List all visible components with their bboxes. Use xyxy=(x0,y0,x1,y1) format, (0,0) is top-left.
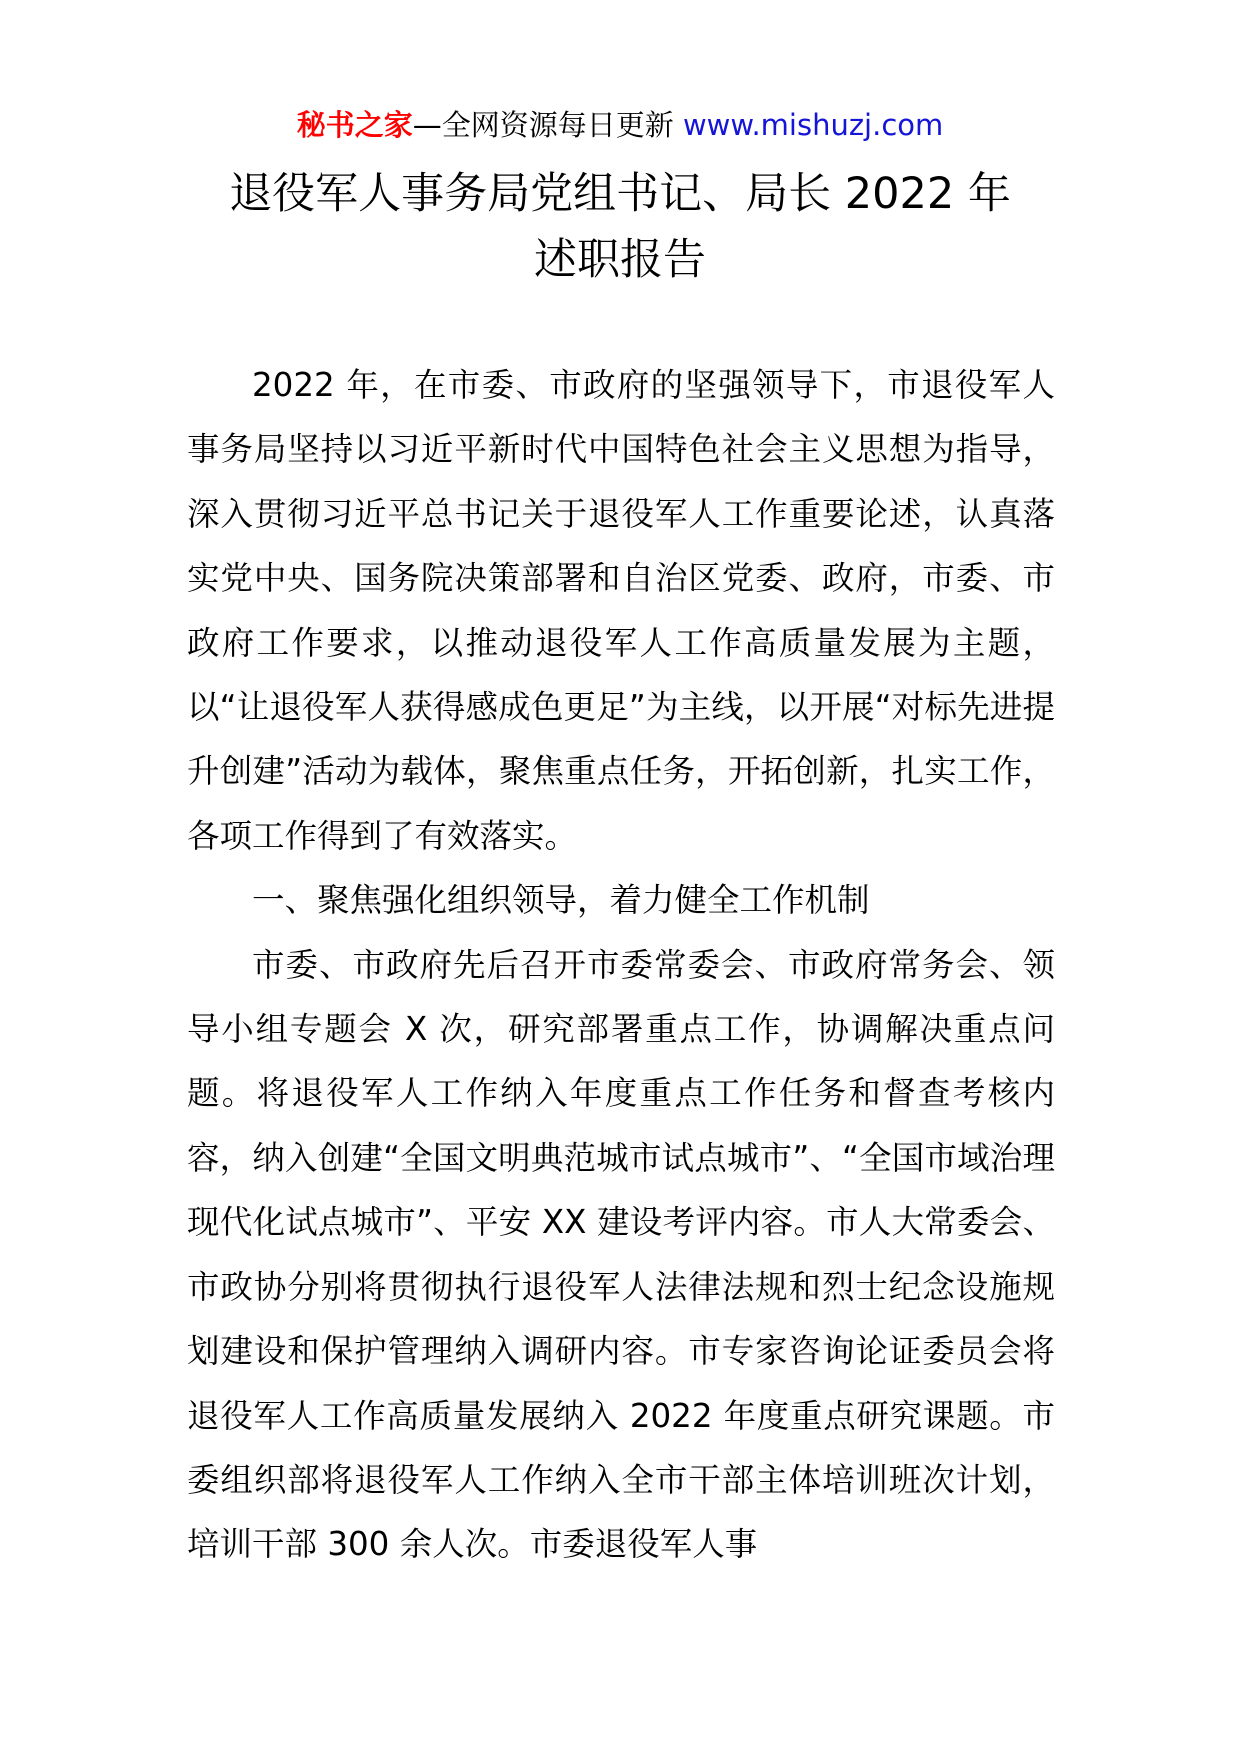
document-body xyxy=(187,353,1055,1577)
document-title-line-2: 述职报告 xyxy=(534,235,706,285)
site-url-link[interactable]: www.mishuzj.com xyxy=(682,108,944,142)
body-paragraph: 市委、市政府先后召开市委常委会、市政府常务会、领导小组专题会 X 次，研究部署重点工作，协调解决重点问题。将退役军人工作纳入年度重点工作任务和督查考核内容，纳入创建“全国文明典范城市试点城市”、“全国市域治理现代化试点城市”、平安 XX 建设考评内容。市人大常委会、市政协分别将贯彻执行退役军人法律法规和烈士纪念设施规划建设和保护管理纳入调研内容。市专家咨询论证委员会将退役军人工作高质量发展纳入 2022 年度重点研究课题。市委组织部将退役军人工作纳入全市干部主体培训班次计划，培训干部 300 余人次。市委退役军人事 xyxy=(187,945,1055,1564)
site-header xyxy=(0,100,1240,150)
document-title-line-1: 退役军人事务局党组书记、局长 2022 年 xyxy=(229,169,1011,219)
intro-paragraph: 2022 年，在市委、市政府的坚强领导下，市退役军人事务局坚持以习近平新时代中国特色社会主义思想为指导，深入贯彻习近平总书记关于退役军人工作重要论述，认真落实党中央、国务院决策部署和自治区党委、政府，市委、市政府工作要求，以推动退役军人工作高质量发展为主题，以“让退役军人获得感成色更足”为主线，以开展“对标先进提升创建”活动为载体，聚焦重点任务，开拓创新，扎实工作，各项工作得到了有效落实。 xyxy=(187,366,1055,855)
site-brand: 秘书之家 xyxy=(296,108,413,142)
site-tagline: —全网资源每日更新 xyxy=(412,108,683,142)
section-heading: 一、聚焦强化组织领导，着力健全工作机制 xyxy=(252,881,870,920)
